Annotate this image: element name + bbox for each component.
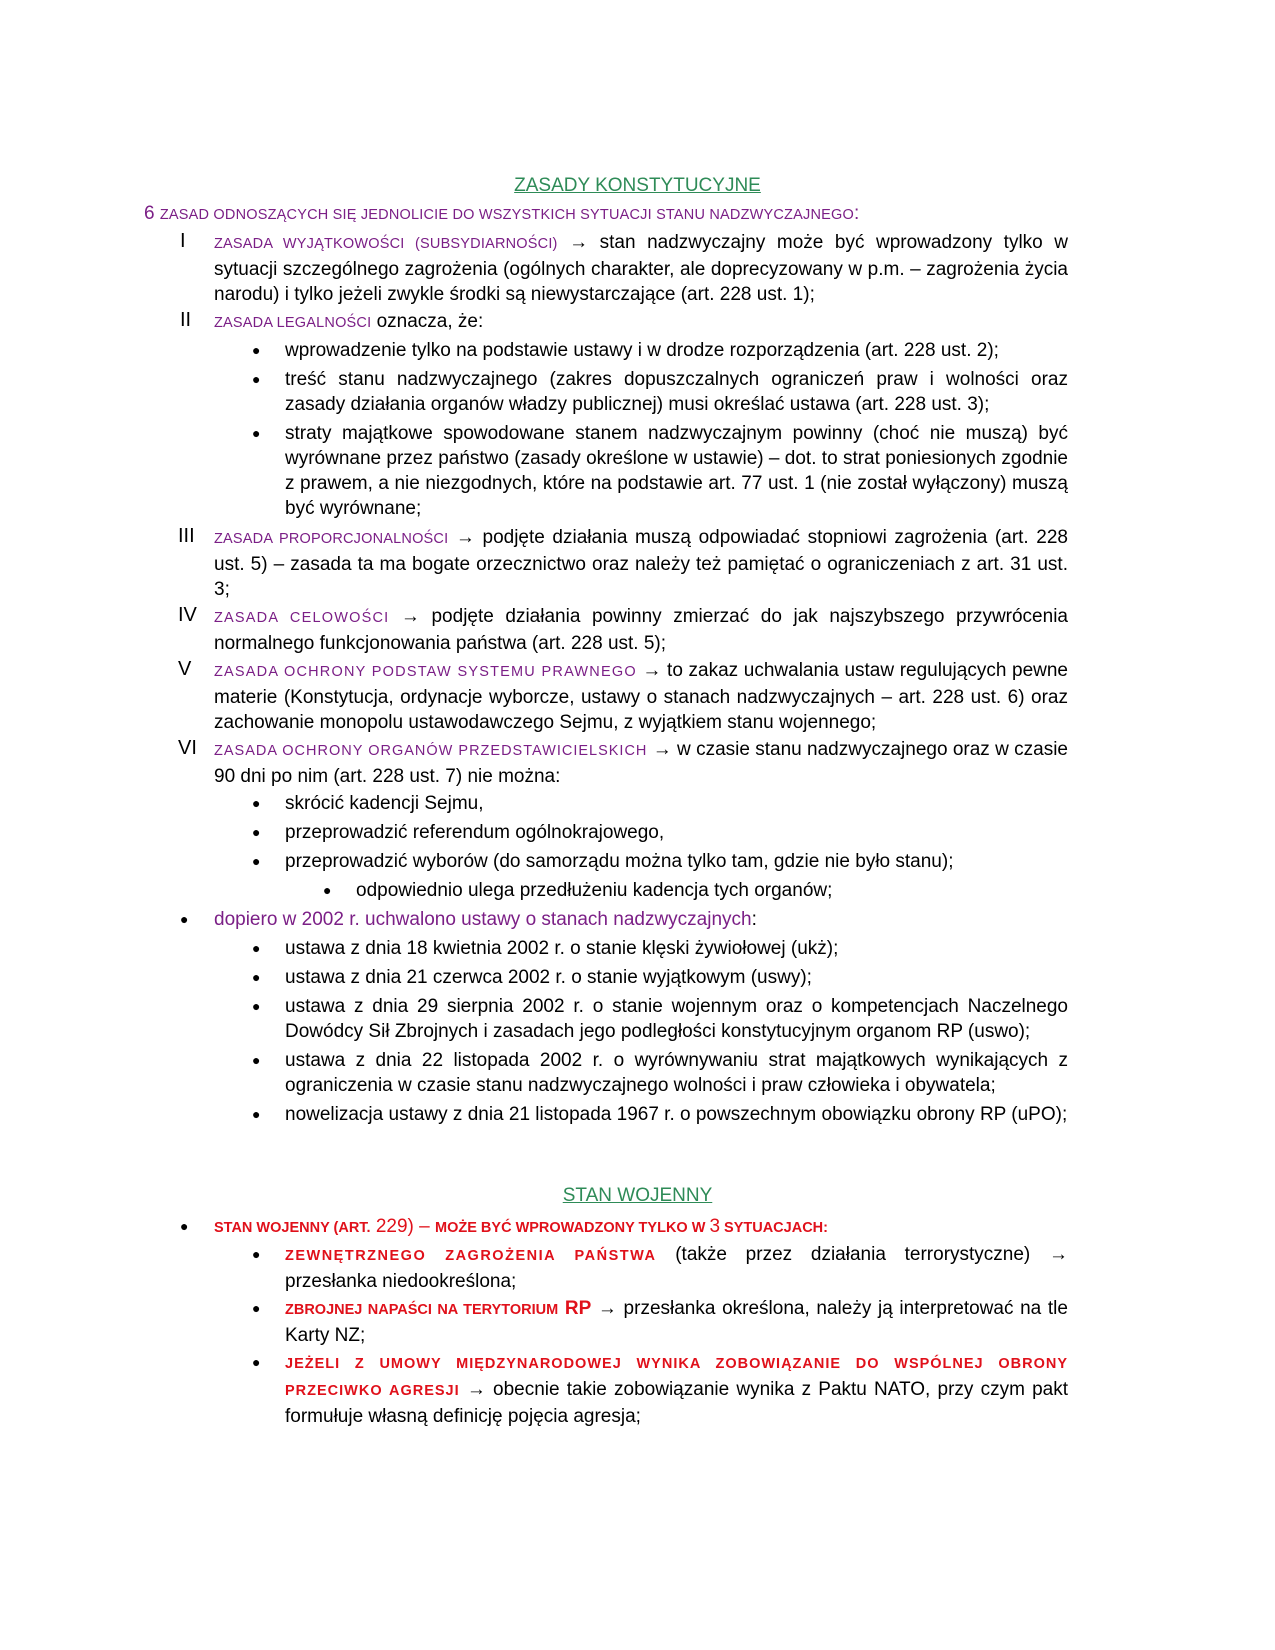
bullet-icon: ● — [252, 1300, 261, 1316]
intro-text: ZASAD ODNOSZĄCYCH SIĘ JEDNOLICIE DO WSZYSTKICH SYTUACJI STANU NADZWYCZAJNEGO — [159, 207, 854, 223]
acts-heading: dopiero w 2002 r. uchwalono ustawy o stanach nadzwyczajnych: — [214, 909, 757, 930]
intro-number: 6 — [144, 203, 155, 224]
list-item: nowelizacja ustawy z dnia 21 listopada 1967 r. o powszechnym obowiązku obrony RP (uPO); — [285, 1104, 1068, 1125]
principle-2: ZASADA LEGALNOŚCI oznacza, że: — [214, 311, 484, 332]
list-item: wprowadzenie tylko na podstawie ustawy i w drodze rozporządzenia (art. 228 ust. 2); — [285, 340, 999, 361]
bullet-icon: ● — [180, 1218, 189, 1234]
list-item: ustawa z dnia 22 listopada 2002 r. o wyrównywaniu strat majątkowych wynikających z ograniczenia w czasie stanu nadzwyczajnego wolności i praw człowieka i obywatela; — [285, 1050, 1068, 1096]
bullet-icon: ● — [252, 1052, 261, 1068]
intro-line: 6 ZASAD ODNOSZĄCYCH SIĘ JEDNOLICIE DO WSZYSTKICH SYTUACJI STANU NADZWYCZAJNEGO: — [144, 203, 860, 224]
list-item: ustawa z dnia 18 kwietnia 2002 r. o stanie klęski żywiołowej (ukż); — [285, 938, 839, 959]
list-item: ustawa z dnia 21 czerwca 2002 r. o stanie wyjątkowym (uswy); — [285, 967, 812, 988]
martial-law-lead: STAN WOJENNY (ART. 229) – MOŻE BYĆ WPROWADZONY TYLKO W 3 SYTUACJACH: — [214, 1216, 828, 1237]
bullet-icon: ● — [252, 1106, 261, 1122]
principle-label: ZASADA OCHRONY ORGANÓW PRZEDSTAWICIELSKICH — [214, 743, 648, 759]
list-item: przeprowadzić referendum ogólnokrajowego, — [285, 822, 665, 843]
list-item: skrócić kadencji Sejmu, — [285, 793, 484, 814]
list-item: przeprowadzić wyborów (do samorządu można tylko tam, gdzie nie było stanu); — [285, 851, 954, 872]
principle-label: ZASADA WYJĄTKOWOŚCI (SUBSYDIARNOŚCI) — [214, 236, 558, 252]
bullet-icon: ● — [252, 1246, 261, 1262]
numeral-6: VI — [178, 737, 197, 759]
bullet-icon: ● — [252, 998, 261, 1014]
list-item: straty majątkowe spowodowane stanem nadzwyczajnym powinny (choć nie muszą) być wyrównane przez państwo (zasady określone w ustawie) – dot. to strat poniesionych zgodnie z prawem, a nie niezgodnych, które na podstawie art. 77 ust. 1 (nie został wyłączony) muszą być wyrównane; — [285, 423, 1068, 519]
bullet-icon: ● — [323, 882, 332, 898]
bullet-icon: ● — [252, 824, 261, 840]
situation-1: ZEWNĘTRZNEGO ZAGROŻENIA PAŃSTWA (także przez działania terrorystyczne) → przesłanka niedookreślona; — [285, 1244, 1068, 1292]
situation-3: JEŻELI Z UMOWY MIĘDZYNARODOWEJ WYNIKA ZOBOWIĄZANIE DO WSPÓLNEJ OBRONY PRZECIWKO AGRESJI → obecnie takie zobowiązanie wynika z Paktu NATO, przy czym pakt formułuje własną definicję pojęcia agresja; — [285, 1356, 1068, 1427]
principle-5: ZASADA OCHRONY PODSTAW SYSTEMU PRAWNEGO → to zakaz uchwalania ustaw regulujących pewne materie (Konstytucja, ordynacje wyborcze, ustawy o stanach nadzwyczajnych – art. 228 ust. 6) oraz zachowanie monopolu ustawodawczego Sejmu, z wyjątkiem stanu wojennego; — [214, 660, 1068, 733]
principle-3: ZASADA PROPORCJONALNOŚCI → podjęte działania muszą odpowiadać stopniowi zagrożenia (art. 228 ust. 5) – zasada ta ma bogate orzecznictwo oraz należy też pamiętać o ograniczeniach z art. 31 ust. 3; — [214, 527, 1068, 600]
principle-label: ZASADA PROPORCJONALNOŚCI — [214, 531, 449, 547]
situation-label: ZBROJNEJ NAPAŚCI NA TERYTORIUM — [285, 1302, 559, 1318]
bullet-icon: ● — [252, 969, 261, 985]
bullet-icon: ● — [252, 425, 261, 441]
numeral-4: IV — [178, 604, 197, 626]
principle-label: ZASADA OCHRONY PODSTAW SYSTEMU PRAWNEGO — [214, 664, 637, 680]
bullet-icon: ● — [252, 1354, 261, 1370]
list-item: ustawa z dnia 29 sierpnia 2002 r. o stanie wojennym oraz o kompetencjach Naczelnego Dowódcy Sił Zbrojnych i zasadach jego podległości konstytucyjnym organom RP (uswo); — [285, 996, 1068, 1042]
numeral-2: II — [180, 309, 192, 331]
bullet-icon: ● — [252, 853, 261, 869]
situation-2: ZBROJNEJ NAPAŚCI NA TERYTORIUM RP → przesłanka określona, należy ją interpretować na tle Karty NZ; — [285, 1298, 1068, 1346]
bullet-icon: ● — [252, 795, 261, 811]
numeral-5: V — [178, 658, 192, 680]
principle-label: ZASADA LEGALNOŚCI — [214, 315, 372, 331]
bullet-icon: ● — [252, 371, 261, 387]
numeral-1: I — [180, 230, 186, 252]
list-item: treść stanu nadzwyczajnego (zakres dopuszczalnych ograniczeń praw i wolności oraz zasady działania organów władzy publicznej) musi określać ustawa (art. 228 ust. 3); — [285, 369, 1068, 415]
principle-6: ZASADA OCHRONY ORGANÓW PRZEDSTAWICIELSKICH → w czasie stanu nadzwyczajnego oraz w czasie 90 dni po nim (art. 228 ust. 7) nie można: — [214, 739, 1069, 787]
bullet-icon: ● — [252, 342, 261, 358]
bullet-icon: ● — [252, 940, 261, 956]
section-title-zasady: ZASADY KONSTYTUCYJNE — [514, 175, 761, 196]
bullet-icon: ● — [180, 911, 189, 927]
principle-4: ZASADA CELOWOŚCI → podjęte działania powinny zmierzać do jak najszybszego przywrócenia normalnego funkcjonowania państwa (art. 228 ust. 5); — [214, 606, 1068, 654]
situation-label: ZEWNĘTRZNEGO ZAGROŻENIA PAŃSTWA — [285, 1248, 657, 1264]
numeral-3: III — [178, 525, 195, 547]
sub-list-item: odpowiednio ulega przedłużeniu kadencja tych organów; — [356, 880, 833, 901]
situation-label: JEŻELI Z UMOWY MIĘDZYNARODOWEJ WYNIKA ZOBOWIĄZANIE DO WSPÓLNEJ OBRONY PRZECIWKO AGRESJI — [285, 1356, 1068, 1399]
principle-label: ZASADA CELOWOŚCI — [214, 610, 390, 626]
principle-1: ZASADA WYJĄTKOWOŚCI (SUBSYDIARNOŚCI) → stan nadzwyczajny może być wprowadzony tylko w sytuacji szczególnego zagrożenia (ogólnych charakter, ale doprecyzowany w p.m. – zagrożenia życia narodu) i tylko jeżeli zwykle środki są niewystarczające (art. 228 ust. 1); — [214, 232, 1068, 305]
section-title-stan-wojenny: STAN WOJENNY — [562, 1185, 713, 1206]
